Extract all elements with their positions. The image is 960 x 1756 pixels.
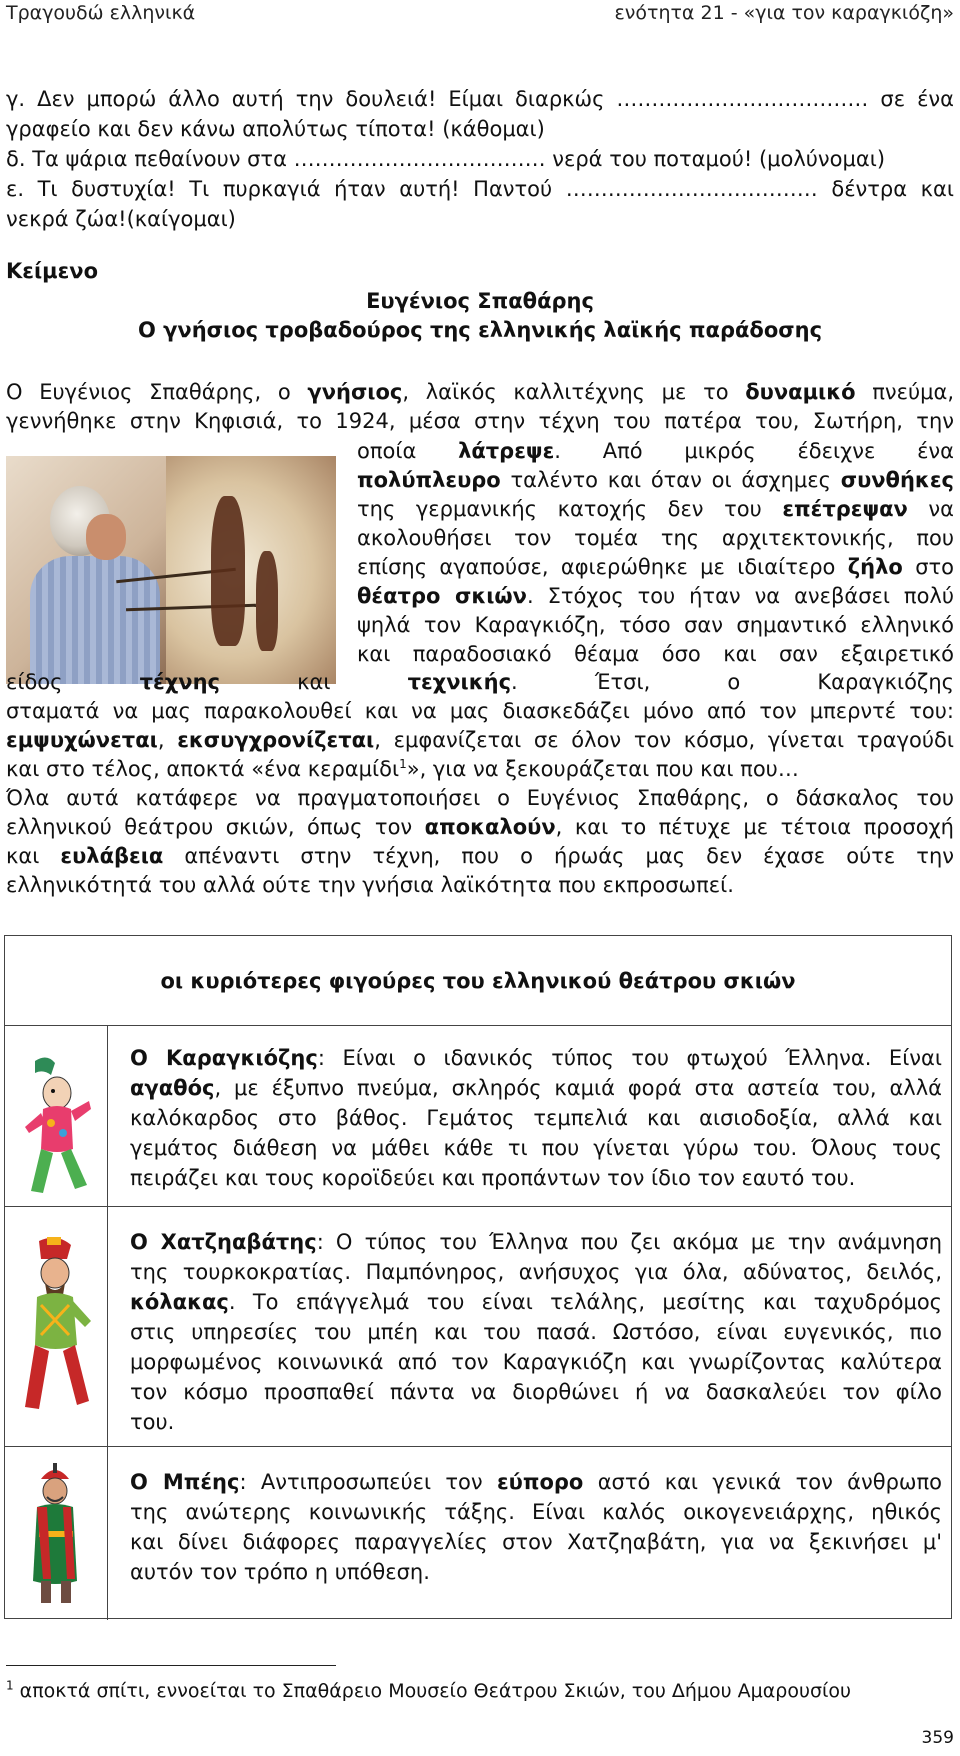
paragraph-continued-2: σταματά να μας παρακολουθεί και να μας διασκεδάζει μόνο από τον μπερντέ του: εμψυχώνεται, εκσυγχρονίζεται, εμφανίζεται σε όλον τον κόσμο, γίνεται τραγούδι και στο τέλος, αποκτά «ένα κεραμίδι$^1$», για να ξεκουράζεται που και που…: [6, 699, 954, 781]
footnote: $^1$ αποκτά σπίτι, εννοείται το Σπαθάρειο Μουσείο Θεάτρου Σκιών, του Δήμου Αμαρουσίου: [6, 1678, 852, 1702]
figure-name: Ο Χατζηαβάτης: [130, 1230, 317, 1254]
running-header: [6, 0, 954, 30]
exercise-g-line1: γ. Δεν μπορώ άλλο αυτή την δουλειά! Είμαι διαρκώς ……………………………… σε ένα: [6, 87, 954, 111]
exercise-block: [6, 84, 954, 234]
text-subtitle: Ο γνήσιος τροβαδούρος της ελληνικής λαϊκής παράδοσης: [137, 318, 823, 342]
bold-word: αγαθός: [130, 1076, 215, 1100]
figure-name: Ο Μπέης: [130, 1470, 240, 1494]
bold-word: αποκαλούν: [424, 815, 556, 839]
exercise-g-line2: γραφείο και δεν κάνω απολύτως τίποτα! (κάθομαι): [6, 117, 545, 141]
figures-table: [4, 935, 952, 1619]
footnote-mark: 1: [6, 1678, 14, 1693]
text-title: Ευγένιος Σπαθάρης: [366, 289, 594, 313]
bold-word: ευλάβεια: [60, 844, 164, 868]
bold-word: τεχνικής: [407, 670, 512, 694]
paragraph-continued: είδος τέχνης και τεχνικής. Έτσι, ο Καραγκιόζης: [6, 670, 954, 694]
bold-word: εύπορο: [496, 1470, 584, 1494]
bold-word: λάτρεψε: [458, 439, 555, 463]
bold-word: γνήσιος: [307, 380, 403, 404]
figure-name: Ο Καραγκιόζης: [130, 1046, 318, 1070]
table-heading: οι κυριότερες φιγούρες του ελληνικού θεάτρου σκιών: [5, 936, 951, 1026]
bold-word: πολύπλευρο: [357, 468, 501, 492]
bold-word: δυναμικό: [745, 380, 856, 404]
bold-word: επέτρεψαν: [782, 497, 908, 521]
beis-puppet-image: [5, 1447, 108, 1620]
paragraph-intro: Ο Ευγένιος Σπαθάρης, ο γνήσιος, λαϊκός καλλιτέχνης με το δυναμικό πνεύμα, γεννήθηκε στην Κηφισιά, το 1924, μέσα στην τέχνη του πατέρα του, Σωτήρη, την: [6, 380, 954, 433]
exercise-e-line1: ε. Τι δυστυχία! Τι πυρκαγιά ήταν αυτή! Παντού ……………………………… δέντρα και: [6, 177, 954, 201]
bold-word: ζήλο: [847, 555, 903, 579]
header-unit-title: ενότητα 21 - «για τον καραγκιόζη»: [614, 2, 954, 24]
bold-word: συνθήκες: [840, 468, 954, 492]
page-number: 359: [921, 1728, 954, 1748]
bold-word: εμψυχώνεται: [6, 728, 158, 752]
exercise-d: δ. Τα ψάρια πεθαίνουν στα ……………………………… νερά του ποταμού! (μολύνομαι): [6, 147, 886, 171]
paragraph-closing: Όλα αυτά κατάφερε να πραγματοποιήσει ο Ευγένιος Σπαθάρης, ο δάσκαλος του ελληνικού θεάτρου σκιών, όπως τον αποκαλούν, και το πέτυχε με τέτοια προσοχή και ευλάβεια απέναντι στην τέχνη, που ο ήρωάς μας δεν έχασε ούτε την ελληνικότητά του αλλά ούτε την γνήσια λαϊκότητα που εκπροσωπεί.: [6, 786, 954, 897]
exercise-e-line2: νεκρά ζώα!(καίγομαι): [6, 207, 236, 231]
beis-description: Ο Μπέης: Αντιπροσωπεύει τον εύπορο αστό και γενικά τον άνθρωπο της ανώτερης κοινωνικής τάξης. Είναι καλός οικογενειάρχης, ηθικός και δίνει διάφορες παραγγελίες στον Χατζηαβάτη, για να ξεκινήσει μ' αυτόν τον τρόπο η υπόθεση.: [130, 1470, 942, 1584]
spatharis-photo: [6, 456, 336, 684]
bold-word: εκσυγχρονίζεται: [177, 728, 375, 752]
table-row: [5, 1207, 951, 1447]
section-heading: Κείμενο: [6, 259, 99, 283]
bold-word: κόλακας: [130, 1290, 229, 1314]
footnote-ref: 1: [399, 757, 407, 771]
table-row: [5, 1447, 951, 1620]
karagiozis-description: Ο Καραγκιόζης: Είναι ο ιδανικός τύπος του φτωχού Έλληνα. Είναι αγαθός, με έξυπνο πνεύμα, σκληρός καμιά φορά στα αστεία του, αλλά καλόκαρδος στο βάθος. Γεμάτος τεμπελιά και αισιοδοξία, αλλά και γεμάτος διάθεση να μάθει κάθε τι που γίνεται γύρω του. Όλους τους πειράζει και τους κοροϊδεύει και προπάντων τον ίδιο τον εαυτό του.: [130, 1046, 942, 1190]
bold-word: τέχνης: [139, 670, 220, 694]
karagiozis-puppet-image: [5, 1025, 108, 1206]
table-row: [5, 1025, 951, 1207]
bold-word: θέατρο σκιών: [357, 584, 527, 608]
footnote-divider: [6, 1665, 336, 1666]
header-book-title: Τραγουδώ ελληνικά: [6, 2, 196, 24]
chatziavatis-puppet-image: [5, 1207, 108, 1446]
paragraph-wrapped: οποία λάτρεψε. Από μικρός έδειχνε ένα πολύπλευρο ταλέντο και όταν οι άσχημες συνθήκες της γερμανικής κατοχής δεν του επέτρεψαν να ακολουθήσει τον τομέα της αρχιτεκτονικής, που επίσης αγαπούσε, αφιερώθηκε με ιδιαίτερο ζήλο στο θέατρο σκιών. Στόχος του ήταν να ανεβάσει πολύ ψηλά τον Καραγκιόζη, τόσο σαν σημαντικό ελληνικό και παραδοσιακό θέαμα όσο και σαν εξαιρετικό: [357, 439, 955, 666]
chatziavatis-description: Ο Χατζηαβάτης: Ο τύπος του Έλληνα που ζει ακόμα με την ανάμνηση της τουρκοκρατίας. Παμπόνηρος, ανήσυχος για όλα, αδύνατος, δειλός, κόλακας. Το επάγγελμά του είναι τελάλης, μεσίτης και ταχυδρόμος στις υπηρεσίες του μπέη και του πασά. Ωστόσο, είναι ευγενικός, πιο μορφωμένος κοινωνικά από τον Καραγκιόζη και γνωρίζοντας καλύτερα τον κόσμο προσπαθεί πάντα να διορθώνει ή να δασκαλεύει τον φίλο του.: [130, 1230, 943, 1434]
